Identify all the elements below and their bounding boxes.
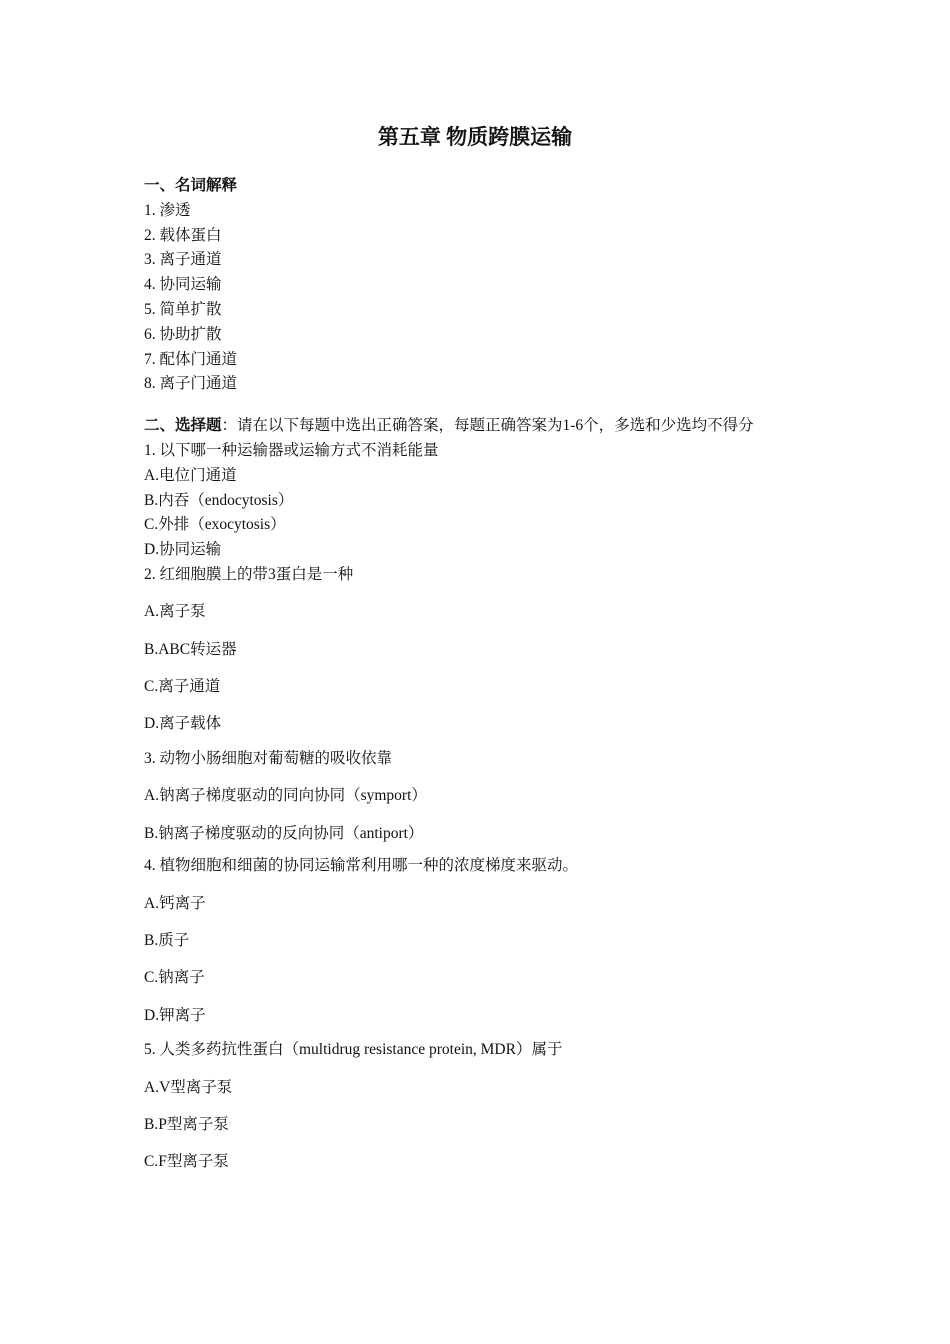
question-option: B.ABC转运器 xyxy=(144,640,237,658)
question-option: B.内吞（endocytosis） xyxy=(144,491,294,509)
question-option: A.钠离子梯度驱动的同向协同（symport） xyxy=(144,787,427,805)
term-item: 2. 载体蛋白 xyxy=(144,226,222,244)
question-stem: 2. 红细胞膜上的带3蛋白是一种 xyxy=(144,565,354,583)
question-option: D.钾离子 xyxy=(144,1006,206,1024)
section1-heading: 一、名词解释 xyxy=(144,177,238,194)
question-stem: 3. 动物小肠细胞对葡萄糖的吸收依靠 xyxy=(144,749,393,767)
question-stem: 5. 人类多药抗性蛋白（multidrug resistance protein, MDR）属于 xyxy=(144,1041,563,1059)
page-title: 第五章 物质跨膜运输 xyxy=(377,125,573,149)
question-option: A.离子泵 xyxy=(144,603,206,621)
term-item: 8. 离子门通道 xyxy=(144,375,238,393)
section2-heading-line xyxy=(144,414,834,439)
question-option: B.钠离子梯度驱动的反向协同（antiport） xyxy=(144,824,424,842)
question-option: C.离子通道 xyxy=(144,677,221,695)
question-option: A.钙离子 xyxy=(144,894,206,912)
question-option: A.V型离子泵 xyxy=(144,1078,233,1096)
question-option: B.质子 xyxy=(144,931,190,949)
term-item: 5. 简单扩散 xyxy=(144,300,222,318)
section2-heading: 二、选择题 xyxy=(144,417,222,435)
question-option: C.钠离子 xyxy=(144,969,205,987)
term-item: 7. 配体门通道 xyxy=(144,350,238,368)
term-item: 1. 渗透 xyxy=(144,201,191,219)
document-body xyxy=(144,174,834,1175)
question-option: D.协同运输 xyxy=(144,541,222,559)
question-option: B.P型离子泵 xyxy=(144,1115,229,1133)
question-option: C.F型离子泵 xyxy=(144,1153,229,1171)
question-stem: 1. 以下哪一种运输器或运输方式不消耗能量 xyxy=(144,441,439,459)
section2-instruction: ：请在以下每题中选出正确答案，每题正确答案为1-6个，多选和少选均不得分 xyxy=(221,417,754,435)
question-option: C.外排（exocytosis） xyxy=(144,516,286,534)
question-stem: 4. 植物细胞和细菌的协同运输常利用哪一种的浓度梯度来驱动。 xyxy=(144,857,579,875)
term-item: 4. 协同运输 xyxy=(144,276,222,294)
question-option: A.电位门通道 xyxy=(144,466,237,484)
question-option: D.离子载体 xyxy=(144,715,222,733)
term-item: 3. 离子通道 xyxy=(144,251,222,269)
term-item: 6. 协助扩散 xyxy=(144,325,222,343)
